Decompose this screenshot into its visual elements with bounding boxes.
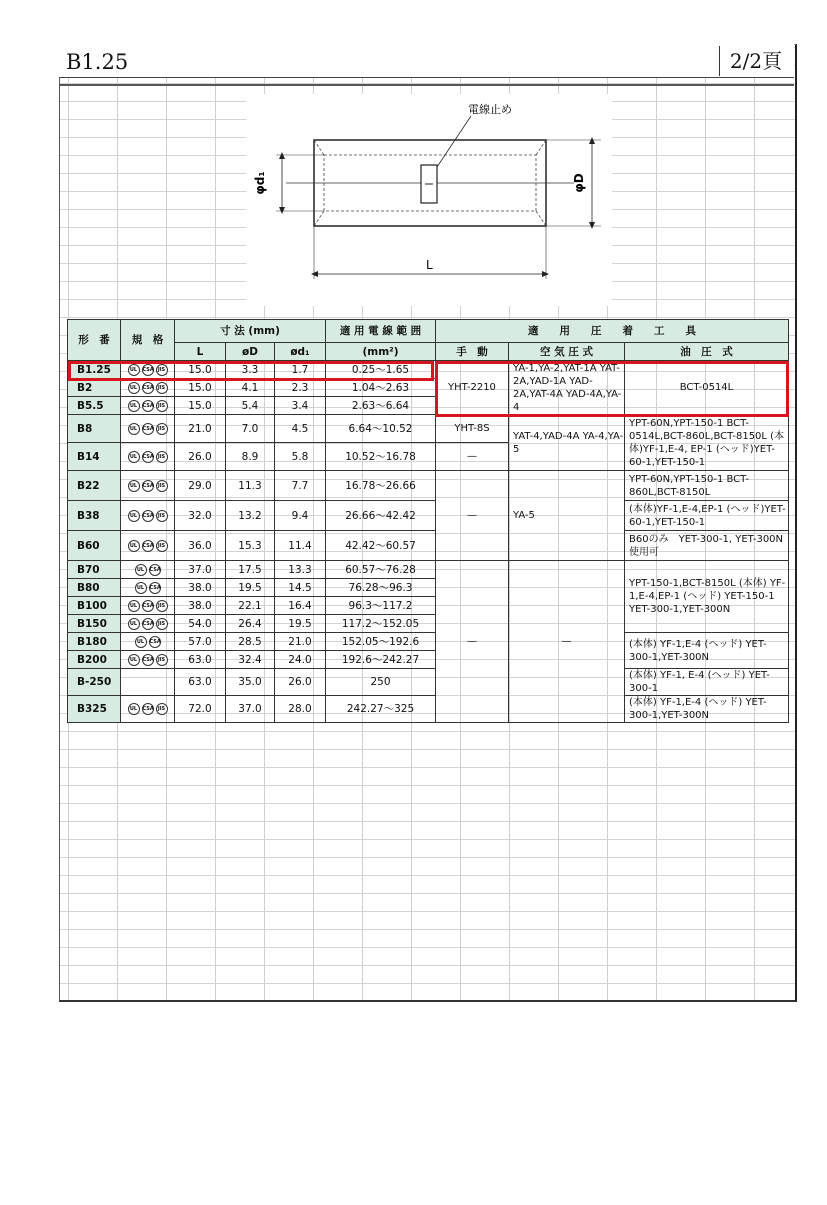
tool-cell: — [436, 561, 509, 723]
cert-mark-icon: JIS [156, 600, 168, 612]
L-cell: 57.0 [175, 633, 226, 651]
col-standard: 規 格 [121, 320, 175, 361]
range-cell: 6.64～10.52 [326, 415, 436, 443]
L-cell: 29.0 [175, 471, 226, 501]
standard-marks [121, 696, 175, 723]
cert-mark-icon: JIS [156, 364, 168, 376]
col-mm2: (mm²) [326, 343, 436, 361]
D-cell: 7.0 [226, 415, 275, 443]
range-cell: 1.04～2.63 [326, 379, 436, 397]
range-cell: 192.6～242.27 [326, 651, 436, 669]
cert-mark-icon: CSA [142, 654, 154, 666]
range-cell: 250 [326, 669, 436, 696]
d1-cell: 21.0 [275, 633, 326, 651]
title-bar [59, 44, 794, 78]
tool-cell: YAT-4,YAD-4A YA-4,YA-5 [509, 415, 625, 471]
D-cell: 4.1 [226, 379, 275, 397]
highlight-box [435, 361, 789, 417]
cert-mark-icon: CSA [142, 400, 154, 412]
cert-mark-icon: CSA [142, 510, 154, 522]
cert-mark-icon: CSA [142, 423, 154, 435]
d1-cell: 3.4 [275, 397, 326, 415]
L-cell: 15.0 [175, 361, 226, 379]
col-d1: ød₁ [275, 343, 326, 361]
table-row [68, 531, 789, 561]
cert-mark-icon: UL [128, 423, 140, 435]
cert-mark-icon: JIS [156, 654, 168, 666]
col-hyd: 油 圧 式 [625, 343, 789, 361]
d1-cell: 19.5 [275, 615, 326, 633]
model-cell: B22 [68, 471, 121, 501]
L-label: L [426, 258, 433, 272]
table-row [68, 501, 789, 531]
range-cell: 10.52～16.78 [326, 443, 436, 471]
D-cell: 19.5 [226, 579, 275, 597]
tool-cell: — [436, 471, 509, 561]
D-cell: 8.9 [226, 443, 275, 471]
tool-cell: (本体) YF-1, E-4 (ヘッド) YET-300-1 [625, 669, 789, 696]
standard-marks [121, 597, 175, 615]
d1-cell: 7.7 [275, 471, 326, 501]
model-cell: B70 [68, 561, 121, 579]
model-cell: B1.25 [68, 361, 121, 379]
table-row [68, 471, 789, 501]
model-cell: B2 [68, 379, 121, 397]
cert-mark-icon: UL [135, 636, 147, 648]
d1-cell: 28.0 [275, 696, 326, 723]
d1-cell: 13.3 [275, 561, 326, 579]
cert-mark-icon: CSA [149, 582, 161, 594]
table-row [68, 415, 789, 443]
cert-mark-icon: UL [128, 364, 140, 376]
tool-cell: (本体) YF-1,E-4 (ヘッド) YET-300-1,YET-300N [625, 633, 789, 669]
L-cell: 36.0 [175, 531, 226, 561]
model-cell: B60 [68, 531, 121, 561]
cert-mark-icon: UL [135, 564, 147, 576]
col-model: 形 番 [68, 320, 121, 361]
cert-mark-icon: CSA [142, 382, 154, 394]
model-cell: B180 [68, 633, 121, 651]
tool-cell: YHT-2210 [436, 361, 509, 415]
D-cell: 26.4 [226, 615, 275, 633]
table-row [68, 633, 789, 651]
cert-mark-icon: UL [128, 618, 140, 630]
D-cell: 13.2 [226, 501, 275, 531]
L-cell: 15.0 [175, 379, 226, 397]
L-cell: 37.0 [175, 561, 226, 579]
cert-mark-icon: JIS [156, 382, 168, 394]
table-row [68, 561, 789, 579]
standard-marks [121, 669, 175, 696]
tool-cell: (本体)YF-1,E-4,EP-1 (ヘッド)YET-60-1,YET-150-1 [625, 501, 789, 531]
cert-mark-icon: UL [128, 382, 140, 394]
L-cell: 54.0 [175, 615, 226, 633]
L-cell: 63.0 [175, 651, 226, 669]
D-cell: 3.3 [226, 361, 275, 379]
cert-mark-icon: CSA [142, 618, 154, 630]
standard-marks [121, 471, 175, 501]
model-cell: B100 [68, 597, 121, 615]
tool-cell: BCT-0514L [625, 361, 789, 415]
d1-cell: 9.4 [275, 501, 326, 531]
model-cell: B150 [68, 615, 121, 633]
col-L: L [175, 343, 226, 361]
range-cell: 0.25～1.65 [326, 361, 436, 379]
L-cell: 38.0 [175, 579, 226, 597]
D-cell: 32.4 [226, 651, 275, 669]
d1-cell: 14.5 [275, 579, 326, 597]
D-cell: 28.5 [226, 633, 275, 651]
tool-cell: — [436, 443, 509, 471]
standard-marks [121, 615, 175, 633]
L-cell: 63.0 [175, 669, 226, 696]
d1-cell: 16.4 [275, 597, 326, 615]
L-cell: 72.0 [175, 696, 226, 723]
cert-mark-icon: JIS [156, 400, 168, 412]
L-cell: 21.0 [175, 415, 226, 443]
D-cell: 35.0 [226, 669, 275, 696]
tool-cell: YPT-150-1,BCT-8150L (本体) YF-1,E-4,EP-1 (ヘッド) YET-150-1 YET-300-1,YET-300N [625, 561, 789, 633]
D-cell: 11.3 [226, 471, 275, 501]
page-title: B1.25 [66, 50, 129, 74]
table-row [68, 696, 789, 723]
cert-mark-icon: UL [128, 600, 140, 612]
cert-mark-icon: JIS [156, 540, 168, 552]
cert-mark-icon: CSA [142, 364, 154, 376]
cert-mark-icon: JIS [156, 618, 168, 630]
D-cell: 17.5 [226, 561, 275, 579]
standard-marks [121, 651, 175, 669]
highlight-box [68, 361, 434, 381]
d1-cell: 4.5 [275, 415, 326, 443]
cert-mark-icon: JIS [156, 451, 168, 463]
range-cell: 76.28～96.3 [326, 579, 436, 597]
standard-marks [121, 633, 175, 651]
col-manual: 手 動 [436, 343, 509, 361]
L-cell: 32.0 [175, 501, 226, 531]
standard-marks [121, 579, 175, 597]
page-number: 2/2頁 [719, 46, 792, 76]
d1-label: φd₁ [253, 171, 267, 195]
cert-mark-icon: CSA [149, 564, 161, 576]
standard-marks [121, 397, 175, 415]
D-cell: 5.4 [226, 397, 275, 415]
d1-cell: 11.4 [275, 531, 326, 561]
tool-cell: — [509, 561, 625, 723]
standard-marks [121, 415, 175, 443]
model-cell: B80 [68, 579, 121, 597]
model-cell: B5.5 [68, 397, 121, 415]
cert-mark-icon: JIS [156, 703, 168, 715]
cert-mark-icon: UL [128, 480, 140, 492]
model-cell: B-250 [68, 669, 121, 696]
cert-mark-icon: CSA [149, 636, 161, 648]
L-cell: 26.0 [175, 443, 226, 471]
d1-cell: 5.8 [275, 443, 326, 471]
cert-mark-icon: UL [128, 703, 140, 715]
cert-mark-icon: UL [128, 654, 140, 666]
d1-cell: 1.7 [275, 361, 326, 379]
range-cell: 152.05～192.6 [326, 633, 436, 651]
tool-cell: YA-1,YA-2,YAT-1A YAT-2A,YAD-1A YAD-2A,YAT-4A YAD-4A,YA-4 [509, 361, 625, 415]
model-cell: B325 [68, 696, 121, 723]
standard-marks [121, 561, 175, 579]
tool-cell: YPT-60N,YPT-150-1 BCT-0514L,BCT-860L,BCT-8150L (本体)YF-1,E-4, EP-1 (ヘッド)YET-60-1,YET-150-1 [625, 415, 789, 471]
cert-mark-icon: UL [135, 582, 147, 594]
range-cell: 60.57～76.28 [326, 561, 436, 579]
L-cell: 38.0 [175, 597, 226, 615]
cert-mark-icon: UL [128, 400, 140, 412]
range-cell: 26.66～42.42 [326, 501, 436, 531]
cert-mark-icon: UL [128, 451, 140, 463]
range-cell: 42.42～60.57 [326, 531, 436, 561]
tool-cell: B60のみ YET-300-1, YET-300N 使用可 [625, 531, 789, 561]
divider [59, 84, 794, 86]
D-cell: 37.0 [226, 696, 275, 723]
model-cell: B38 [68, 501, 121, 531]
cert-mark-icon: CSA [142, 451, 154, 463]
tool-cell: YA-5 [509, 471, 625, 561]
tool-cell: YPT-60N,YPT-150-1 BCT-860L,BCT-8150L [625, 471, 789, 501]
cert-mark-icon: CSA [142, 600, 154, 612]
range-cell: 16.78～26.66 [326, 471, 436, 501]
table-row [68, 669, 789, 696]
col-dims: 寸 法 (mm) [175, 320, 326, 343]
stopper-label: 電線止め [468, 103, 512, 116]
cert-mark-icon: JIS [156, 510, 168, 522]
range-cell: 96.3～117.2 [326, 597, 436, 615]
d1-cell: 2.3 [275, 379, 326, 397]
D-cell: 15.3 [226, 531, 275, 561]
cert-mark-icon: JIS [156, 423, 168, 435]
terminal-diagram [246, 94, 612, 306]
range-cell: 242.27～325 [326, 696, 436, 723]
tool-cell: (本体) YF-1,E-4 (ヘッド) YET-300-1,YET-300N [625, 696, 789, 723]
col-air: 空 気 圧 式 [509, 343, 625, 361]
tool-cell: YHT-8S [436, 415, 509, 443]
cert-mark-icon: CSA [142, 480, 154, 492]
cert-mark-icon: UL [128, 510, 140, 522]
cert-mark-icon: UL [128, 540, 140, 552]
standard-marks [121, 531, 175, 561]
range-cell: 2.63～6.64 [326, 397, 436, 415]
model-cell: B14 [68, 443, 121, 471]
standard-marks [121, 443, 175, 471]
cert-mark-icon: CSA [142, 703, 154, 715]
cert-mark-icon: JIS [156, 480, 168, 492]
D-label: φD [572, 173, 586, 193]
standard-marks [121, 379, 175, 397]
cert-mark-icon: CSA [142, 540, 154, 552]
L-cell: 15.0 [175, 397, 226, 415]
range-cell: 117.2～152.05 [326, 615, 436, 633]
model-cell: B8 [68, 415, 121, 443]
col-tools: 適 用 圧 着 工 具 [436, 320, 789, 343]
D-cell: 22.1 [226, 597, 275, 615]
d1-cell: 26.0 [275, 669, 326, 696]
standard-marks [121, 501, 175, 531]
model-cell: B200 [68, 651, 121, 669]
col-D: øD [226, 343, 275, 361]
col-range: 適 用 電 線 範 囲 [326, 320, 436, 343]
d1-cell: 24.0 [275, 651, 326, 669]
